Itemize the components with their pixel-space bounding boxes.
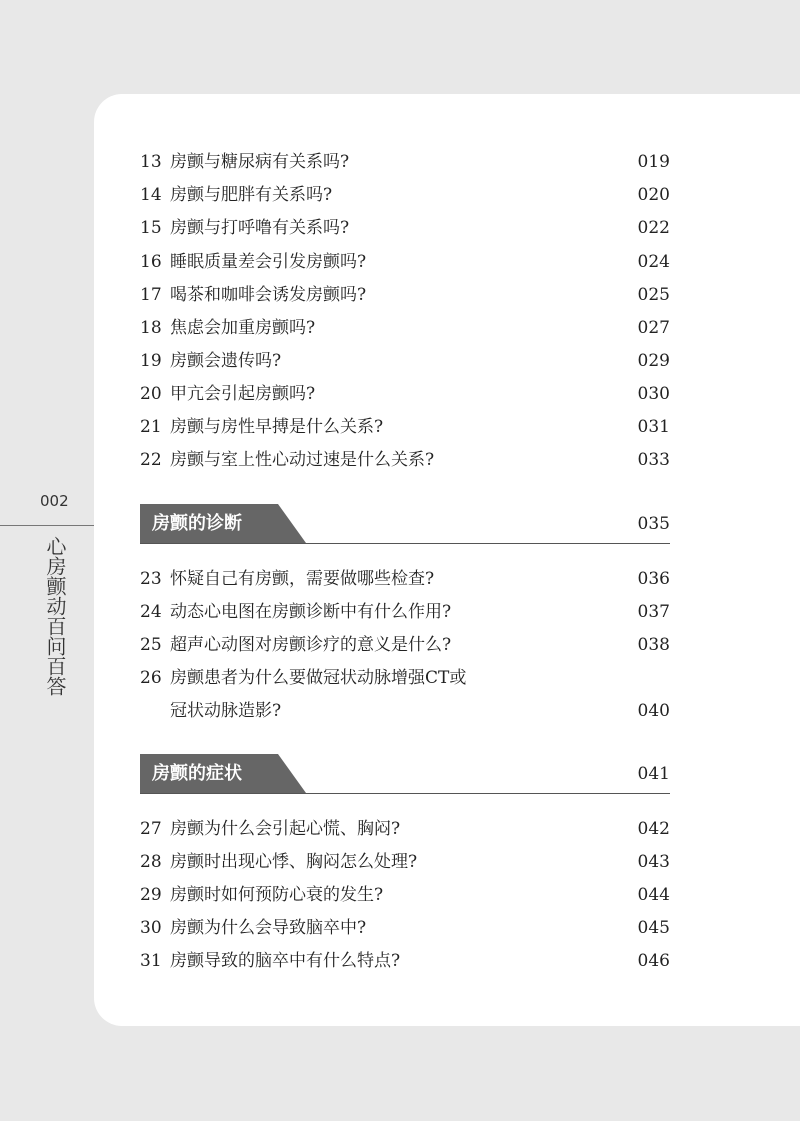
toc-entry[interactable]: 22 房颤与室上性心动过速是什么关系? 033	[140, 450, 670, 470]
toc-entry[interactable]: 18 焦虑会加重房颤吗? 027	[140, 318, 670, 338]
toc-entry[interactable]: 29 房颤时如何预防心衰的发生? 044	[140, 885, 670, 905]
toc-entry-continuation[interactable]: 冠状动脉造影? 040	[170, 701, 670, 721]
toc-entry[interactable]: 14 房颤与肥胖有关系吗? 020	[140, 185, 670, 205]
toc-entry[interactable]: 17 喝茶和咖啡会诱发房颤吗? 025	[140, 285, 670, 305]
toc-entry[interactable]: 16 睡眠质量差会引发房颤吗? 024	[140, 252, 670, 272]
section-page: 041	[637, 764, 670, 784]
toc-entry[interactable]: 24 动态心电图在房颤诊断中有什么作用? 037	[140, 602, 670, 622]
side-divider	[0, 525, 94, 526]
section-title: 房颤的诊断	[152, 513, 242, 534]
section-page: 035	[637, 514, 670, 534]
toc-entry[interactable]: 20 甲亢会引起房颤吗? 030	[140, 384, 670, 404]
toc-entry[interactable]: 25 超声心动图对房颤诊疗的意义是什么? 038	[140, 635, 670, 655]
section-header-diagnosis[interactable]	[140, 504, 670, 544]
toc-entry[interactable]: 26 房颤患者为什么要做冠状动脉增强CT或	[140, 668, 467, 688]
toc-entry[interactable]: 27 房颤为什么会引起心慌、胸闷? 042	[140, 819, 670, 839]
toc-entry[interactable]: 31 房颤导致的脑卒中有什么特点? 046	[140, 951, 670, 971]
toc-entry[interactable]: 13 房颤与糖尿病有关系吗? 019	[140, 152, 670, 172]
section-rule	[140, 543, 670, 544]
toc-entry[interactable]: 23 怀疑自己有房颤，需要做哪些检查? 036	[140, 569, 670, 589]
section-title: 房颤的症状	[152, 763, 242, 784]
section-header-symptoms[interactable]	[140, 754, 670, 794]
toc-entry[interactable]: 21 房颤与房性早搏是什么关系? 031	[140, 417, 670, 437]
book-side-title: 心房颤动百问百答	[43, 536, 67, 696]
toc-entry[interactable]: 19 房颤会遗传吗? 029	[140, 351, 670, 371]
toc-entry[interactable]: 30 房颤为什么会导致脑卒中? 045	[140, 918, 670, 938]
toc-entry[interactable]: 15 房颤与打呼噜有关系吗? 022	[140, 218, 670, 238]
section-rule	[140, 793, 670, 794]
page-number: 002	[40, 492, 69, 510]
toc-entry[interactable]: 28 房颤时出现心悸、胸闷怎么处理? 043	[140, 852, 670, 872]
